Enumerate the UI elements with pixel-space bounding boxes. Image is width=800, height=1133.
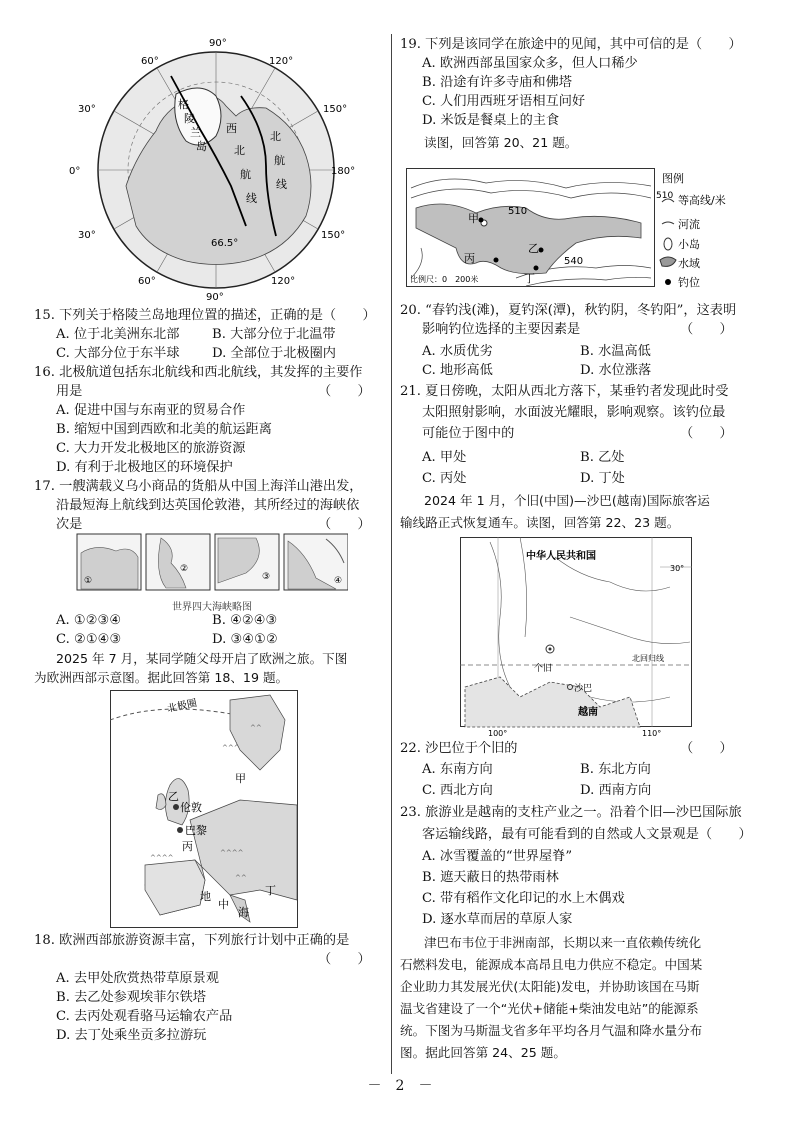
q21-stem-line2: 太阳照射影响，水面波光耀眼，影响观察。该钓位最 bbox=[422, 405, 726, 420]
intro-24-line3: 企业助力其发展光伏(太阳能)发电，并协助该国在马斯 bbox=[400, 979, 700, 994]
svg-text:等高线/米: 等高线/米 bbox=[678, 194, 726, 207]
svg-text:120°: 120° bbox=[271, 276, 296, 287]
intro-22-line1: 2024 年 1 月，个旧(中国)—沙巴(越南)国际旅客运 bbox=[424, 493, 710, 508]
svg-text:北: 北 bbox=[234, 144, 245, 157]
gejiu-shaba-map bbox=[460, 537, 692, 737]
q21-option-c[interactable]: C. 丙处 bbox=[422, 471, 467, 486]
svg-text:^^^: ^^^ bbox=[222, 744, 240, 752]
strait-caption: 世界四大海峡略图 bbox=[172, 602, 252, 613]
svg-text:北: 北 bbox=[270, 130, 281, 143]
svg-text:④: ④ bbox=[334, 576, 343, 586]
q20-stem-line2: 影响钓位选择的主要因素是 bbox=[422, 322, 581, 337]
column-divider bbox=[391, 34, 392, 1074]
q22-option-b[interactable]: B. 东北方向 bbox=[580, 762, 651, 777]
svg-text:比例尺：0 200米: 比例尺：0 200米 bbox=[410, 275, 479, 284]
svg-text:越南: 越南 bbox=[578, 707, 598, 718]
svg-text:60°: 60° bbox=[141, 56, 159, 67]
q15-option-a[interactable]: A. 位于北美洲东北部 bbox=[56, 327, 180, 342]
q20-option-a[interactable]: A. 水质优劣 bbox=[422, 344, 493, 359]
q18-option-a[interactable]: A. 去甲处欣赏热带草原景观 bbox=[56, 971, 219, 986]
q23-option-b[interactable]: B. 遮天蔽日的热带雨林 bbox=[422, 870, 559, 885]
intro-20: 读图，回答第 20、21 题。 bbox=[424, 135, 578, 150]
svg-text:30°: 30° bbox=[78, 104, 96, 115]
q23-stem-line2: 客运输线路，最有可能看到的自然或人文景观是（ ） bbox=[422, 827, 752, 842]
svg-text:②: ② bbox=[180, 564, 189, 574]
svg-text:180°: 180° bbox=[331, 166, 356, 177]
q21-option-b[interactable]: B. 乙处 bbox=[580, 450, 625, 465]
q21-stem-line3: 可能位于图中的 bbox=[422, 426, 515, 441]
arctic-route-map bbox=[66, 36, 356, 304]
polar-label: 90° bbox=[209, 38, 227, 49]
svg-text:^^: ^^ bbox=[235, 874, 247, 882]
svg-text:66.5°: 66.5° bbox=[211, 238, 239, 249]
q21-option-a[interactable]: A. 甲处 bbox=[422, 450, 467, 465]
svg-text:丁: 丁 bbox=[265, 884, 276, 897]
q16-option-c[interactable]: C. 大力开发北极地区的旅游资源 bbox=[56, 441, 246, 456]
svg-text:丙: 丙 bbox=[182, 840, 193, 853]
svg-text:中华人民共和国: 中华人民共和国 bbox=[526, 551, 596, 562]
svg-text:河流: 河流 bbox=[678, 218, 700, 231]
intro-24-line4: 温戈省建设了一个“光伏+储能+柴油发电站”的能源系 bbox=[400, 1001, 699, 1016]
svg-text:150°: 150° bbox=[321, 230, 346, 241]
svg-text:510: 510 bbox=[656, 191, 674, 201]
svg-text:90°: 90° bbox=[206, 292, 224, 303]
svg-text:水域: 水域 bbox=[678, 257, 700, 270]
q18-option-d[interactable]: D. 去丁处乘坐贡多拉游玩 bbox=[56, 1028, 207, 1043]
svg-text:陵: 陵 bbox=[184, 112, 195, 125]
svg-text:航: 航 bbox=[240, 168, 251, 181]
svg-text:丙: 丙 bbox=[464, 252, 475, 265]
svg-text:甲: 甲 bbox=[468, 212, 479, 225]
svg-text:西: 西 bbox=[226, 122, 237, 135]
svg-text:①: ① bbox=[84, 576, 93, 586]
page-number: － 2 － bbox=[367, 1078, 433, 1094]
svg-text:线: 线 bbox=[276, 178, 287, 191]
intro-18-line1: 2025 年 7 月，某同学随父母开启了欧洲之旅。下图 bbox=[56, 651, 348, 666]
svg-text:沙巴: 沙巴 bbox=[574, 684, 593, 694]
q22-option-a[interactable]: A. 东南方向 bbox=[422, 762, 493, 777]
q22-stem: 22. 沙巴位于个旧的 bbox=[400, 741, 518, 756]
svg-text:丁: 丁 bbox=[524, 272, 535, 285]
q15-option-b[interactable]: B. 大部分位于北温带 bbox=[212, 327, 336, 342]
intro-24-line6: 图。据此回答第 24、25 题。 bbox=[400, 1045, 566, 1060]
q18-answer-paren: （ ） bbox=[318, 952, 371, 967]
q21-option-d[interactable]: D. 丁处 bbox=[580, 471, 625, 486]
paris-label: 巴黎 bbox=[185, 824, 207, 837]
intro-18-line2: 为欧洲西部示意图。据此回答第 18、19 题。 bbox=[34, 670, 289, 685]
strait-maps bbox=[76, 533, 348, 597]
q20-option-d[interactable]: D. 水位涨落 bbox=[580, 363, 652, 378]
q16-stem-line2: 用是 bbox=[56, 384, 83, 399]
q18-stem: 18. 欧洲西部旅游资源丰富，下列旅行计划中正确的是 bbox=[34, 933, 350, 948]
q21-stem-line1: 21. 夏日傍晚，太阳从西北方落下，某垂钓者发现此时受 bbox=[400, 384, 729, 399]
svg-text:^^^^: ^^^^ bbox=[150, 854, 174, 862]
svg-text:小岛: 小岛 bbox=[678, 238, 700, 251]
svg-text:个旧: 个旧 bbox=[534, 664, 553, 674]
q22-answer-paren: （ ） bbox=[680, 741, 733, 756]
q23-option-c[interactable]: C. 带有稻作文化印记的水上木偶戏 bbox=[422, 891, 625, 906]
svg-text:地: 地 bbox=[200, 890, 211, 903]
q20-option-b[interactable]: B. 水温高低 bbox=[580, 344, 651, 359]
q19-option-d[interactable]: D. 米饭是餐桌上的主食 bbox=[422, 113, 560, 128]
london-label: 伦敦 bbox=[180, 801, 202, 814]
svg-text:30°: 30° bbox=[78, 230, 96, 241]
q19-option-c[interactable]: C. 人们用西班牙语相互问好 bbox=[422, 94, 586, 109]
q16-option-b[interactable]: B. 缩短中国到西欧和北美的航运距离 bbox=[56, 422, 272, 437]
svg-text:乙: 乙 bbox=[168, 790, 179, 803]
svg-text:110°: 110° bbox=[642, 729, 662, 737]
svg-text:兰: 兰 bbox=[190, 126, 201, 139]
svg-text:航: 航 bbox=[274, 154, 285, 167]
q21-answer-paren: （ ） bbox=[680, 426, 733, 441]
intro-24-line2: 石燃料发电，能源成本高昂且电力供应不稳定。中国某 bbox=[400, 957, 703, 972]
q17-option-d[interactable]: D. ③④①② bbox=[212, 632, 278, 647]
q16-stem-line1: 16. 北极航道包括东北航线和西北航线，其发挥的主要作 bbox=[34, 365, 363, 380]
svg-text:线: 线 bbox=[246, 192, 257, 205]
svg-text:中: 中 bbox=[218, 898, 229, 911]
q23-option-a[interactable]: A. 冰雪覆盖的“世界屋脊” bbox=[422, 849, 573, 864]
q22-option-d[interactable]: D. 西南方向 bbox=[580, 783, 652, 798]
q16-option-a[interactable]: A. 促进中国与东南亚的贸易合作 bbox=[56, 403, 246, 418]
svg-text:海: 海 bbox=[238, 906, 249, 919]
q19-option-a[interactable]: A. 欧洲西部虽国家众多，但人口稀少 bbox=[422, 56, 638, 71]
q19-option-b[interactable]: B. 沿途有许多寺庙和佛塔 bbox=[422, 75, 572, 90]
intro-24-line5: 统。下图为马斯温戈省多年平均各月气温和降水量分布 bbox=[400, 1023, 703, 1038]
intro-22-line2: 输线路正式恢复通车。读图，回答第 22、23 题。 bbox=[400, 515, 680, 530]
q23-option-d[interactable]: D. 逐水草而居的草原人家 bbox=[422, 912, 573, 927]
svg-text:510: 510 bbox=[508, 206, 528, 217]
q17-stem-line3: 次是 bbox=[56, 517, 83, 532]
svg-text:^^^^: ^^^^ bbox=[220, 849, 244, 857]
western-europe-map bbox=[110, 690, 298, 928]
svg-text:岛: 岛 bbox=[196, 140, 207, 153]
svg-text:③: ③ bbox=[262, 572, 271, 582]
q20-option-c[interactable]: C. 地形高低 bbox=[422, 363, 493, 378]
q18-option-b[interactable]: B. 去乙处参观埃菲尔铁塔 bbox=[56, 990, 206, 1005]
svg-text:北极圈: 北极圈 bbox=[166, 697, 198, 715]
q17-option-c[interactable]: C. ②①④③ bbox=[56, 632, 122, 647]
q20-answer-paren: （ ） bbox=[680, 322, 733, 337]
svg-text:钓位: 钓位 bbox=[678, 276, 700, 288]
q22-option-c[interactable]: C. 西北方向 bbox=[422, 783, 493, 798]
svg-text:30°: 30° bbox=[670, 564, 685, 573]
svg-text:120°: 120° bbox=[269, 56, 294, 67]
svg-text:格: 格 bbox=[178, 98, 189, 111]
svg-text:60°: 60° bbox=[138, 276, 156, 287]
svg-text:100°: 100° bbox=[488, 729, 508, 737]
svg-text:0°: 0° bbox=[69, 166, 81, 177]
svg-text:^^: ^^ bbox=[250, 724, 262, 732]
q23-stem-line1: 23. 旅游业是越南的支柱产业之一。沿着个旧—沙巴国际旅 bbox=[400, 805, 742, 820]
svg-text:甲: 甲 bbox=[235, 772, 246, 785]
q19-stem: 19. 下列是该同学在旅途中的见闻，其中可信的是（ ） bbox=[400, 37, 742, 52]
q17-option-b[interactable]: B. ④②④③ bbox=[212, 613, 278, 628]
svg-text:540: 540 bbox=[564, 256, 584, 267]
svg-text:北回归线: 北回归线 bbox=[632, 654, 664, 663]
svg-text:150°: 150° bbox=[323, 104, 348, 115]
svg-text:图例: 图例 bbox=[662, 172, 684, 185]
svg-text:乙: 乙 bbox=[528, 242, 539, 255]
q17-option-a[interactable]: A. ①②③④ bbox=[56, 613, 122, 628]
q15-stem: 15. 下列关于格陵兰岛地理位置的描述，正确的是（ ） bbox=[34, 308, 376, 323]
fishing-contour-map bbox=[406, 168, 746, 288]
q17-stem-line2: 沿最短海上航线到达英国伦敦港，其所经过的海峡依 bbox=[56, 498, 360, 513]
q20-stem-line1: 20. “春钓浅(滩)，夏钓深(潭)，秋钓阴，冬钓阳”，这表明 bbox=[400, 303, 737, 318]
q15-option-c[interactable]: C. 大部分位于东半球 bbox=[56, 346, 180, 361]
q16-option-d[interactable]: D. 有利于北极地区的环境保护 bbox=[56, 460, 233, 475]
q17-stem-line1: 17. 一艘满载义乌小商品的货船从中国上海洋山港出发， bbox=[34, 479, 363, 494]
intro-24-line1: 津巴布韦位于非洲南部，长期以来一直依赖传统化 bbox=[424, 935, 702, 950]
q16-answer-paren: （ ） bbox=[318, 384, 371, 399]
q17-answer-paren: （ ） bbox=[318, 517, 371, 532]
q18-option-c[interactable]: C. 去丙处观看骆马运输农产品 bbox=[56, 1009, 233, 1024]
q15-option-d[interactable]: D. 全部位于北极圈内 bbox=[212, 346, 336, 361]
